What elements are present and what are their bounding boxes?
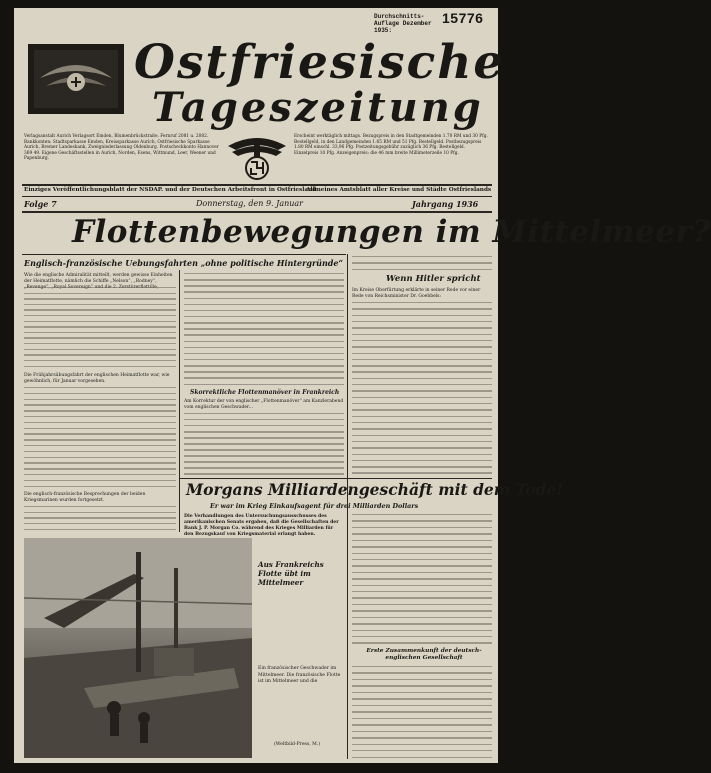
morgan-headline: Morgans Milliardengeschäft mit dem Tode!	[186, 480, 564, 499]
eagle-swastika-icon	[226, 132, 288, 182]
side-box-start: Am Korrektur der von englischer „Flottenmanöver“ am Kanzlerabend vom englischen Geschwader...	[184, 399, 344, 410]
lead-col2-text	[184, 273, 344, 385]
right-col-top-text	[352, 256, 492, 270]
hitler-text-start: Im Kreise Oberfürtung erklärte in seiner Rede vor einer Rede von Reichsminister Dr. Goebbels:	[352, 288, 481, 299]
circulation-label: Durchschnitts-Auflage Dezember 1935:	[374, 13, 432, 34]
lead-paragraph-2: Die Frühjahrsübungsfahrt der englischen Heimatflotte war, wie gewöhnlich, für Januar vorgesehen.	[24, 373, 170, 384]
party-eagle-emblem	[226, 132, 288, 182]
masthead-title-line2: Tageszeitung	[152, 84, 484, 131]
side-box-text	[184, 413, 344, 475]
lead-col1-text-2	[24, 387, 176, 487]
masthead-title-line1: Ostfriesische	[134, 35, 506, 90]
subscription-info: Erscheint werktäglich mittags. Bezugspreis in den Stadtgemeinden 1.70 RM und 30 Pfg. Bestellgeld, in den Landgemeinden 1.65 RM und 51 Pfg. Bestellgeld. Postbezugspreis 1.80 RM einschl. 33,96 Pfg. Postzeitungsgebühr zuzüglich 36 Pfg. Bestellgeld. Einzelpreis 10 Pfg. Anzeigenpreis: die 46 mm breite Millimeterzeile 10 Pfg.	[294, 134, 488, 156]
lead-subhead: Englisch-französische Uebungsfahrten „ohne politische Hintergründe“	[24, 258, 344, 268]
morgan-lead-text: Die Verhandlungen des Untersuchungsausschusses des amerikanischen Senats ergaben, daß die Gesellschaften der Bank J. P. Morgan Co. während des Krieges Milliarden für den Bezugskauf von Kriegsmaterial erlangt haben.	[184, 514, 339, 537]
eagle-emblem-icon	[30, 46, 122, 112]
side-box-title: Skorrektliche Flottenmanöver in Frankreich	[190, 389, 340, 396]
warship-image-icon	[24, 538, 252, 758]
photo-caption-title: Aus Frankreichs Flotte übt im Mittelmeer	[258, 560, 324, 587]
banner-rule-mid	[22, 196, 492, 197]
photo-caption-text: Ein französischer Geschwader im Mittelmeer. Die französische Flotte ist im Mittelmeer und die	[258, 666, 341, 684]
newspaper-page	[14, 8, 711, 763]
lead-col1-text	[24, 287, 176, 367]
dateline-rule	[22, 211, 492, 213]
society-text	[352, 666, 492, 758]
hitler-subhead: Wenn Hitler spricht	[386, 274, 481, 284]
banner-right: Allmeines Amtsblatt aller Kreise und Städte Ostfrieslands	[306, 187, 492, 193]
morgan-rule	[180, 478, 492, 479]
lead-col1-text-3	[24, 506, 176, 530]
photo-credit: (Weltbild-Press, M.)	[274, 742, 321, 747]
morgan-right-text	[352, 514, 492, 644]
issue-date: Donnerstag, den 9. Januar	[196, 199, 303, 208]
fleet-photo	[24, 538, 252, 758]
society-subhead: Erste Zusammenkunft der deutsch-englischen Gesellschaft	[366, 648, 482, 661]
publisher-info: Verlagsanstalt Aurich Verlagsort Emden, Blumenbrückstraße. Fernruf 2081 u. 2082. Bankkonten: Stadtsparkasse Emden, Kreissparkasse Aurich, Ostfriesische Sparkasse Aurich, Bremer Landesbank, Zweigniederlassung Oldenburg. Postscheckkonto Hannover 369 49. Eigene Geschäftsstellen in Aurich, Norden, Esens, Wittmund, Leer, Weener und Papenburg.	[24, 134, 219, 162]
banner-left: Einziges Veröffentlichungsblatt der NSDAP. und der Deutschen Arbeitsfront in Ostfriesland	[24, 187, 317, 193]
main-headline: Flottenbewegungen im Mittelmeer?	[72, 214, 711, 250]
circulation-number: 15776	[442, 10, 484, 26]
otz-logo	[28, 44, 124, 114]
column-rule-1	[179, 270, 180, 532]
issue-number: Folge 7	[24, 199, 57, 209]
headline-rule	[22, 254, 346, 255]
lead-paragraph-1: Wie die englische Admiralität mitteilt, werden gewisse Einheiten der Heimatflotte, nämlich die Schiffe „Nelson“, „Rodney“,	[24, 273, 173, 284]
banner-rule-top	[22, 184, 492, 186]
issue-year: Jahrgang 1936	[412, 199, 479, 209]
hitler-text	[352, 302, 492, 474]
morgan-subhead: Er war im Krieg Einkaufsagent für drei Milliarden Dollars	[210, 502, 419, 510]
lead-paragraph-3: Die englisch-französische Besprechungen der beiden Kriegsmarinen wurden fortgesetzt.	[24, 492, 146, 503]
